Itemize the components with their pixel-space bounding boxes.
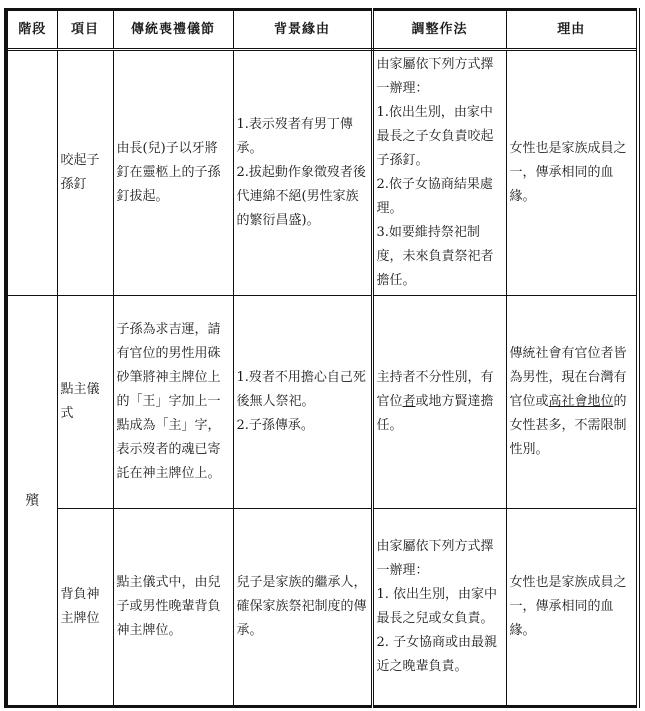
adjustment-text: 主持者不分性別，有官位 [376,370,494,409]
item-cell: 背負神主牌位 [57,509,113,707]
adjustment-cell [372,50,506,296]
reason-cell: 女性也是家族成員之一，傳承相同的血緣。 [506,509,638,707]
header-row [6,10,638,50]
table-row [6,509,638,707]
background-cell: 兒子是家族的繼承人，確保家族祭祀制度的傳承。 [233,509,372,707]
header-reason: 理由 [506,10,638,50]
reason-cell: 女性也是家族成員之一，傳承相同的血緣。 [506,50,638,296]
adjustment-line: 1.依出生別，由家中最長之子女負責咬起子孫釘。 [376,105,494,168]
item-cell: 點主儀式 [57,296,113,509]
adjustment-line: 1. 依出生別，由家中最長之兒或女負責。 [376,587,498,626]
adjustment-cell [372,296,506,509]
tradition-cell: 點主儀式中，由兒子或男性晚輩背負神主牌位。 [113,509,233,707]
tradition-cell: 子孫為求吉運，請有官位的男性用硃砂筆將神主牌位上的「王」字加上一點成為「主」字，表示歿者的魂已寄託在神主牌位上。 [113,296,233,509]
header-adjustment: 調整作法 [372,10,506,50]
adjustment-line: 2. 子女協商或由最親近之晚輩負責。 [376,635,498,674]
reason-text: 的女性甚多，不需限制性別。 [509,394,627,457]
header-item: 項目 [57,10,113,50]
stage-cell: 殯 [6,296,57,707]
background-line: 1.歿者不用擔心自己死後無人祭祀。 [236,370,366,409]
background-cell [233,50,372,296]
background-line: 1.表示歿者有男丁傳承。 [236,117,353,156]
background-line: 2.子孫傳承。 [236,418,314,433]
adjustment-line: 3.如要維持祭祀制度，未來負責祭祀者擔任。 [376,225,494,288]
background-line: 2.拔起動作象徵歿者後代連綿不絕(男性家族的繁衍昌盛)。 [236,165,366,228]
header-stage: 階段 [6,10,57,50]
reason-underlined-text: 高社會地位 [548,394,614,409]
adjustment-line: 由家屬依下列方式擇一辦理： [376,57,494,96]
adjustment-text: 或地方賢達擔任。 [376,394,494,433]
adjustment-line: 2.依子女協商結果處理。 [376,177,493,216]
table-row [6,296,638,509]
header-tradition: 傳統喪禮儀節 [113,10,233,50]
table-row [6,50,638,296]
header-background: 背景緣由 [233,10,372,50]
reason-text: 傳統社會有官位者皆為男性，現在台灣有官位或 [509,346,627,409]
tradition-cell: 由長(兒)子以牙將釘在靈柩上的子孫釘拔起。 [113,50,233,296]
item-cell: 咬起子孫釘 [57,50,113,296]
adjustment-cell [372,509,506,707]
stage-cell-empty [6,50,57,296]
adjustment-underlined-text: 者 [402,394,416,409]
reason-cell [506,296,638,509]
adjustment-line: 由家屬依下列方式擇一辦理： [376,539,494,578]
ritual-adjustment-table [4,8,640,708]
background-cell [233,296,372,509]
